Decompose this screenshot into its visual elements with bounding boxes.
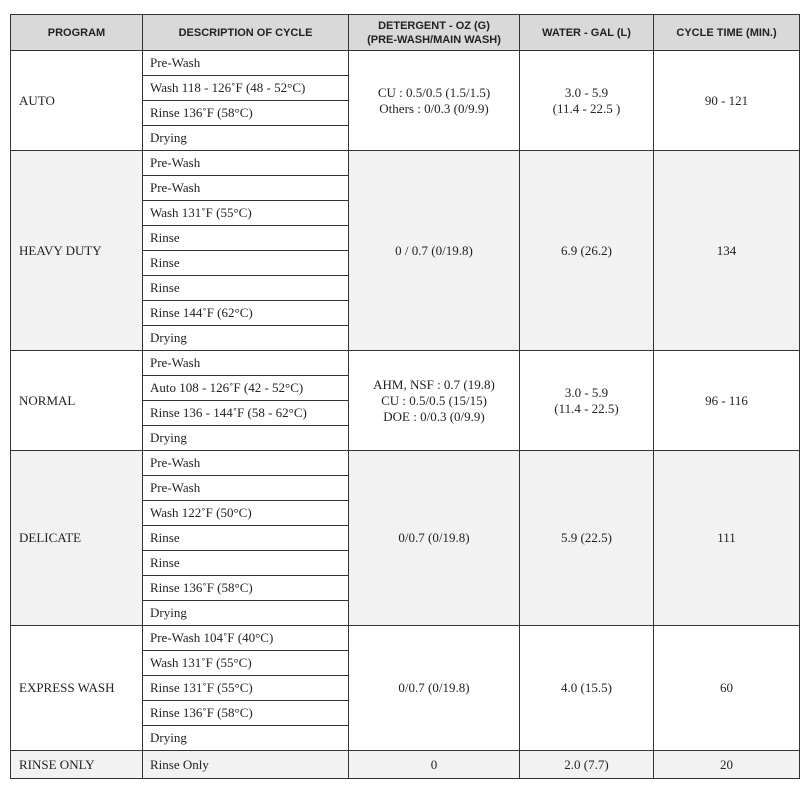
header-detergent [349,15,520,51]
cycle-step: Rinse 144˚F (62°C) [143,301,349,326]
cycle-step: Drying [143,601,349,626]
cycle-step: Rinse Only [143,751,349,779]
water-amount-line: 5.9 (22.5) [561,530,612,545]
cycle-step: Drying [143,326,349,351]
cycle-step: Wash 131˚F (55°C) [143,201,349,226]
cycle-step: Wash 131˚F (55°C) [143,651,349,676]
table-body [11,51,800,779]
water-amount [520,51,654,151]
header-row [11,15,800,51]
cycle-step: Rinse 136˚F (58°C) [143,576,349,601]
table-row [11,751,800,779]
detergent-amount-line: 0/0.7 (0/19.8) [398,530,470,545]
detergent-amount-line: Others : 0/0.3 (0/9.9) [379,100,489,116]
cycle-time: 90 - 121 [654,51,800,151]
header-detergent-line1: DETERGENT - OZ (G) [378,19,490,32]
program-name: HEAVY DUTY [11,151,143,351]
detergent-amount [349,626,520,751]
cycle-step: Rinse 131˚F (55°C) [143,676,349,701]
detergent-amount-line: 0 / 0.7 (0/19.8) [395,242,473,258]
cycle-time: 134 [654,151,800,351]
cycle-step: Rinse 136˚F (58°C) [143,701,349,726]
cycle-step: Auto 108 - 126˚F (42 - 52°C) [143,376,349,401]
program-name: EXPRESS WASH [11,626,143,751]
cycle-step: Pre-Wash [143,176,349,201]
cycle-step: Rinse [143,551,349,576]
cycle-step: Rinse 136 - 144˚F (58 - 62°C) [143,401,349,426]
cycle-step: Wash 118 - 126˚F (48 - 52°C) [143,76,349,101]
cycle-step: Drying [143,426,349,451]
detergent-amount-line: CU : 0.5/0.5 (15/15) [381,392,487,408]
header-detergent-line2: (PRE-WASH/MAIN WASH) [367,33,501,46]
program-name: AUTO [11,51,143,151]
table-row [11,451,800,476]
cycle-step: Rinse [143,276,349,301]
water-amount-line: 3.0 - 5.9 [564,384,609,400]
header-water: WATER - GAL (L) [520,15,654,51]
table-row [11,351,800,376]
cycle-time: 60 [654,626,800,751]
detergent-amount-line: 0/0.7 (0/19.8) [398,680,470,695]
cycle-step: Rinse [143,526,349,551]
header-time: CYCLE TIME (MIN.) [654,15,800,51]
detergent-amount [349,151,520,351]
header-program: PROGRAM [11,15,143,51]
water-amount-line: 2.0 (7.7) [564,756,609,772]
cycle-step: Pre-Wash [143,51,349,76]
cycle-step: Rinse [143,251,349,276]
detergent-amount [349,351,520,451]
cycle-step: Drying [143,126,349,151]
cycle-step: Rinse [143,226,349,251]
table-row [11,626,800,651]
header-description: DESCRIPTION OF CYCLE [143,15,349,51]
table-row [11,151,800,176]
detergent-amount [349,451,520,626]
cycle-time: 20 [654,751,800,779]
program-name: DELICATE [11,451,143,626]
cycle-step: Pre-Wash 104˚F (40°C) [143,626,349,651]
detergent-amount-line: 0 [430,756,438,772]
cycle-step: Pre-Wash [143,451,349,476]
detergent-amount-line: AHM, NSF : 0.7 (19.8) [373,376,495,392]
water-amount [520,751,654,779]
detergent-amount-line: CU : 0.5/0.5 (1.5/1.5) [377,84,491,100]
water-amount [520,626,654,751]
water-amount [520,351,654,451]
cycle-step: Pre-Wash [143,151,349,176]
water-amount [520,451,654,626]
detergent-amount [349,751,520,779]
water-amount [520,151,654,351]
detergent-amount-line: DOE : 0/0.3 (0/9.9) [383,408,485,424]
program-name: NORMAL [11,351,143,451]
water-amount-line: 6.9 (26.2) [561,242,612,258]
detergent-amount [349,51,520,151]
cycle-step: Wash 122˚F (50°C) [143,501,349,526]
cycle-time: 96 - 116 [654,351,800,451]
cycle-step: Pre-Wash [143,476,349,501]
water-amount-line: (11.4 - 22.5) [554,400,619,416]
cycle-step: Pre-Wash [143,351,349,376]
cycle-step: Drying [143,726,349,751]
cycle-time: 111 [654,451,800,626]
water-amount-line: (11.4 - 22.5 ) [552,100,621,116]
table-row [11,51,800,76]
program-name: RINSE ONLY [11,751,143,779]
cycle-step: Rinse 136˚F (58°C) [143,101,349,126]
water-amount-line: 3.0 - 5.9 [564,84,609,100]
cycle-table [10,14,800,779]
water-amount-line: 4.0 (15.5) [561,680,612,695]
